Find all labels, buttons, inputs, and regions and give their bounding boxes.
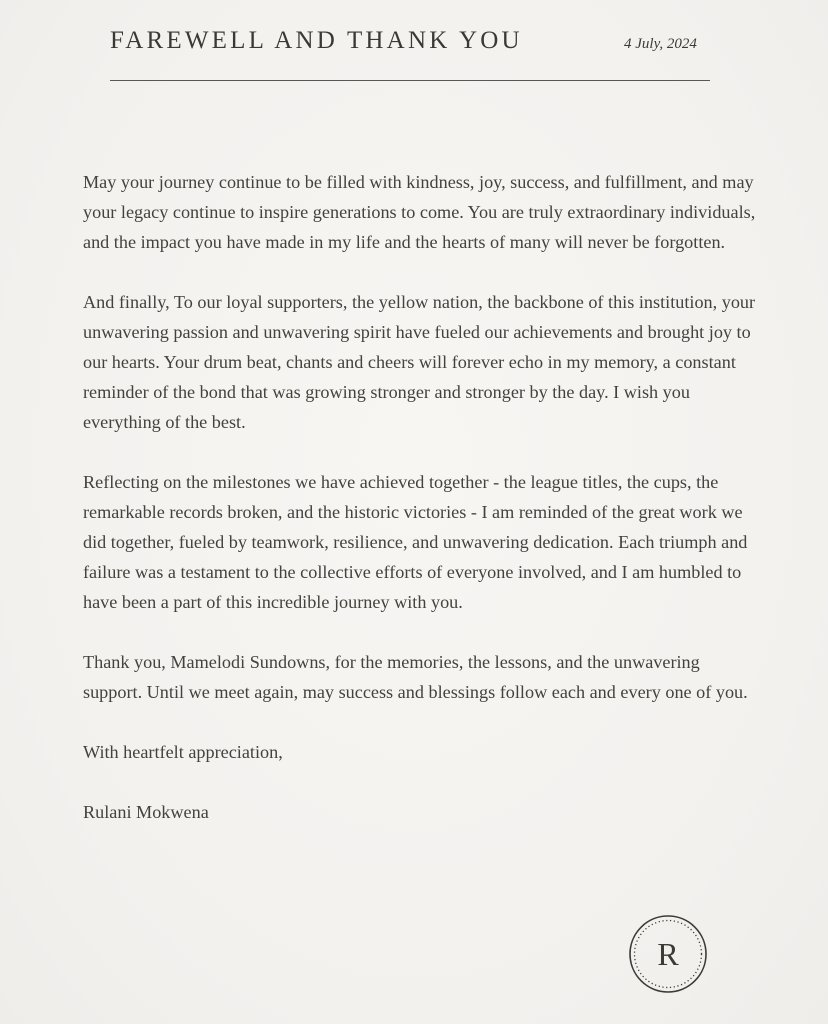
page-title: FAREWELL AND THANK YOU bbox=[110, 27, 523, 54]
paragraph-2: And finally, To our loyal supporters, the yellow nation, the backbone of this institution, your unwavering passion and unwavering spirit have fueled our achievements and brought joy to our hearts. Your drum beat, chants and cheers will forever echo in my memory, a constant reminder of the bond that was growing stronger and stronger by the day. I wish you everything of the best. bbox=[83, 292, 756, 432]
paragraph-4: Thank you, Mamelodi Sundowns, for the memories, the lessons, and the unwavering support. Until we meet again, may success and blessings follow each and every one of you. bbox=[83, 652, 748, 702]
signature-name: Rulani Mokwena bbox=[83, 802, 209, 822]
seal-letter: R bbox=[657, 936, 679, 972]
header-divider bbox=[110, 80, 710, 81]
monogram-seal-icon bbox=[629, 915, 707, 993]
closing-line: With heartfelt appreciation, bbox=[83, 742, 283, 762]
letter-body bbox=[83, 167, 763, 857]
paragraph-1: May your journey continue to be filled with kindness, joy, success, and fulfillment, and may your legacy continue to inspire generations to come. You are truly extraordinary individuals, and the impact you have made in my life and the hearts of many will never be forgotten. bbox=[83, 172, 756, 252]
paragraph-3: Reflecting on the milestones we have achieved together - the league titles, the cups, the remarkable records broken, and the historic victories - I am reminded of the great work we did together, fueled by teamwork, resilience, and unwavering dedication. Each triumph and failure was a testament to the collective efforts of everyone involved, and I am humbled to have been a part of this incredible journey with you. bbox=[83, 472, 748, 612]
letter-date: 4 July, 2024 bbox=[624, 36, 697, 52]
